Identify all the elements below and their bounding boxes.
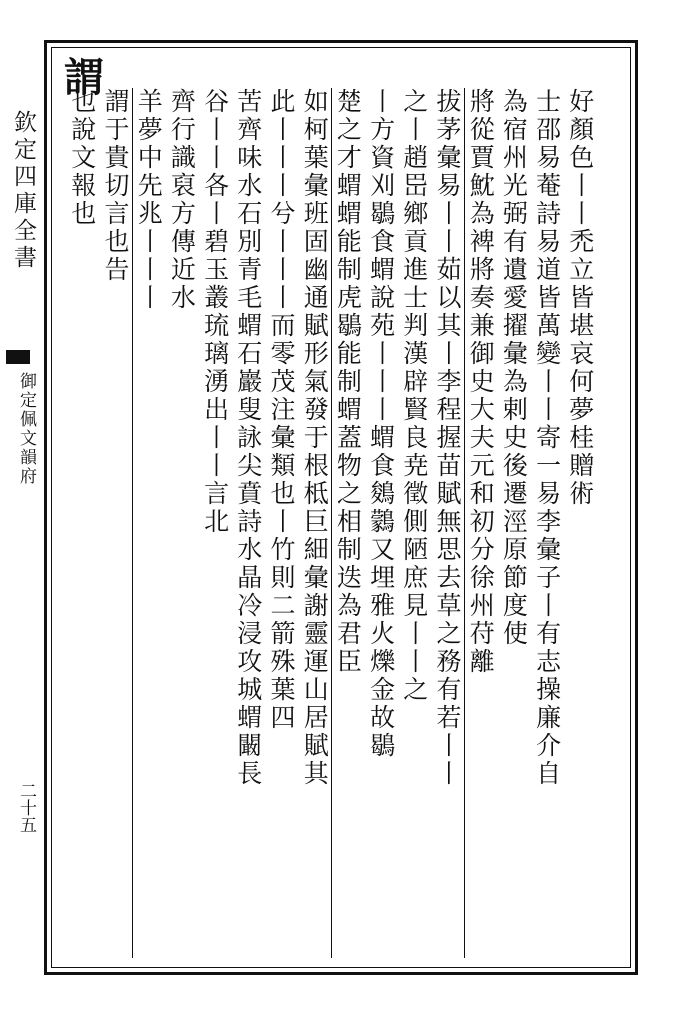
fishtail-mark: [6, 350, 30, 364]
header-character: 謂: [64, 54, 104, 101]
page-number: 二十五: [16, 782, 36, 833]
text-column: 羊夢中先兆丨丨丨: [134, 88, 164, 312]
text-column: 齊行識裒方傳近水: [167, 88, 197, 312]
text-column: 丨方資刈鶡食蝟說苑丨丨丨蝟食鵕鸏又埋雅火爍金故鶡: [366, 88, 396, 760]
library-title: 欽定四庫全書: [10, 110, 36, 272]
column-rule: [331, 88, 332, 958]
text-column: 如柯葉彙班固幽通賦形氣發于根柢巨細彙謝靈運山居賦其: [300, 88, 330, 788]
column-rule: [464, 88, 465, 958]
text-column: 谷丨丨各丨碧玉叢琉璃湧出丨丨言北: [200, 88, 230, 536]
text-column: 之丨趙岊鄉貢進士判漢辟賢良尭徵側陋庶見丨丨之: [399, 88, 429, 704]
text-column: 為宿州光弼有遺愛擢彙為剌史後遷涇原節度使: [499, 88, 529, 648]
text-column: 拔茅彙易丨丨茹以其丨李程握苗賦無思去草之務有若丨丨: [433, 88, 462, 788]
text-column: 謂于貴切言也告: [101, 88, 130, 284]
text-column: 楚之才蝟蝟能制虎鶡能制蝟蓋物之相制迭為君臣: [333, 88, 363, 676]
text-column: 也說文報也: [67, 88, 97, 228]
text-column: 苦齊味水石別青毛蝟石巖叟詠尖賁詩水晶冷浸攻城蝟闞長: [233, 88, 263, 788]
text-column: 將從賈魫為裨將奏兼御史大夫元和初分徐州苻離: [466, 88, 496, 676]
book-title: 御定佩文韻府: [16, 372, 36, 486]
text-column: 士邵易菴詩易道皆萬變丨丨寄一易李彙子丨有志操廉介自: [532, 88, 562, 788]
text-column: 此丨丨丨兮丨丨丨而零茂注彙類也丨竹則二箭殊葉四: [267, 88, 296, 732]
column-rule: [132, 88, 133, 958]
text-column: 好顏色丨丨禿立皆堪哀何夢桂贈術: [565, 88, 595, 508]
